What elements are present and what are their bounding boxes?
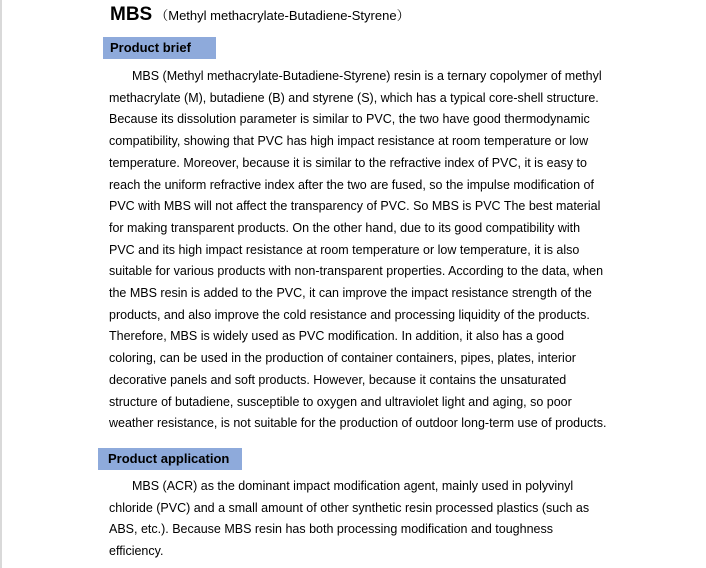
section-header-product-brief: Product brief: [103, 37, 216, 59]
title-subtitle: （Methyl methacrylate-Butadiene-Styrene）: [155, 8, 410, 23]
product-brief-paragraph: MBS (Methyl methacrylate-Butadiene-Styrene) resin is a ternary copolymer of methyl methacrylate (M), butadiene (B) and styrene (S), which has a typical core-shell structure. Because its dissolution parameter is similar to PVC, the two have good thermodynamic compatibility, showing that PVC has high impact resistance at room temperature or low temperature. Moreover, because it is similar to the refractive index of PVC, it is easy to reach the uniform refractive index after the two are fused, so the impulse modification of PVC with MBS will not affect the transparency of PVC. So MBS is PVC The best material for making transparent products. On the other hand, due to its good compatibility with PVC and its high impact resistance at room temperature or low temperature, it is also suitable for various products with non-transparent properties. According to the data, when the MBS resin is added to the PVC, it can improve the impact resistance strength of the products, and also improve the cold resistance and processing liquidity of the products. Therefore, MBS is widely used as PVC modification. In addition, it also has a good coloring, can be used in the production of container containers, pipes, plates, interior decorative panels and soft products. However, because it contains the unsaturated structure of butadiene, susceptible to oxygen and ultraviolet light and aging, so poor weather resistance, is not suitable for the production of outdoor long-term use of products.: [109, 69, 607, 431]
page-left-border: [0, 0, 2, 568]
page-title: [110, 4, 410, 26]
section-header-product-application: Product application: [98, 448, 242, 470]
product-application-paragraph: MBS (ACR) as the dominant impact modification agent, mainly used in polyvinyl chloride (PVC) and a small amount of other synthetic resin processed plastics (such as ABS, etc.). Because MBS resin has both processing modification and toughness efficiency.: [109, 479, 590, 559]
title-main: MBS: [110, 4, 153, 25]
